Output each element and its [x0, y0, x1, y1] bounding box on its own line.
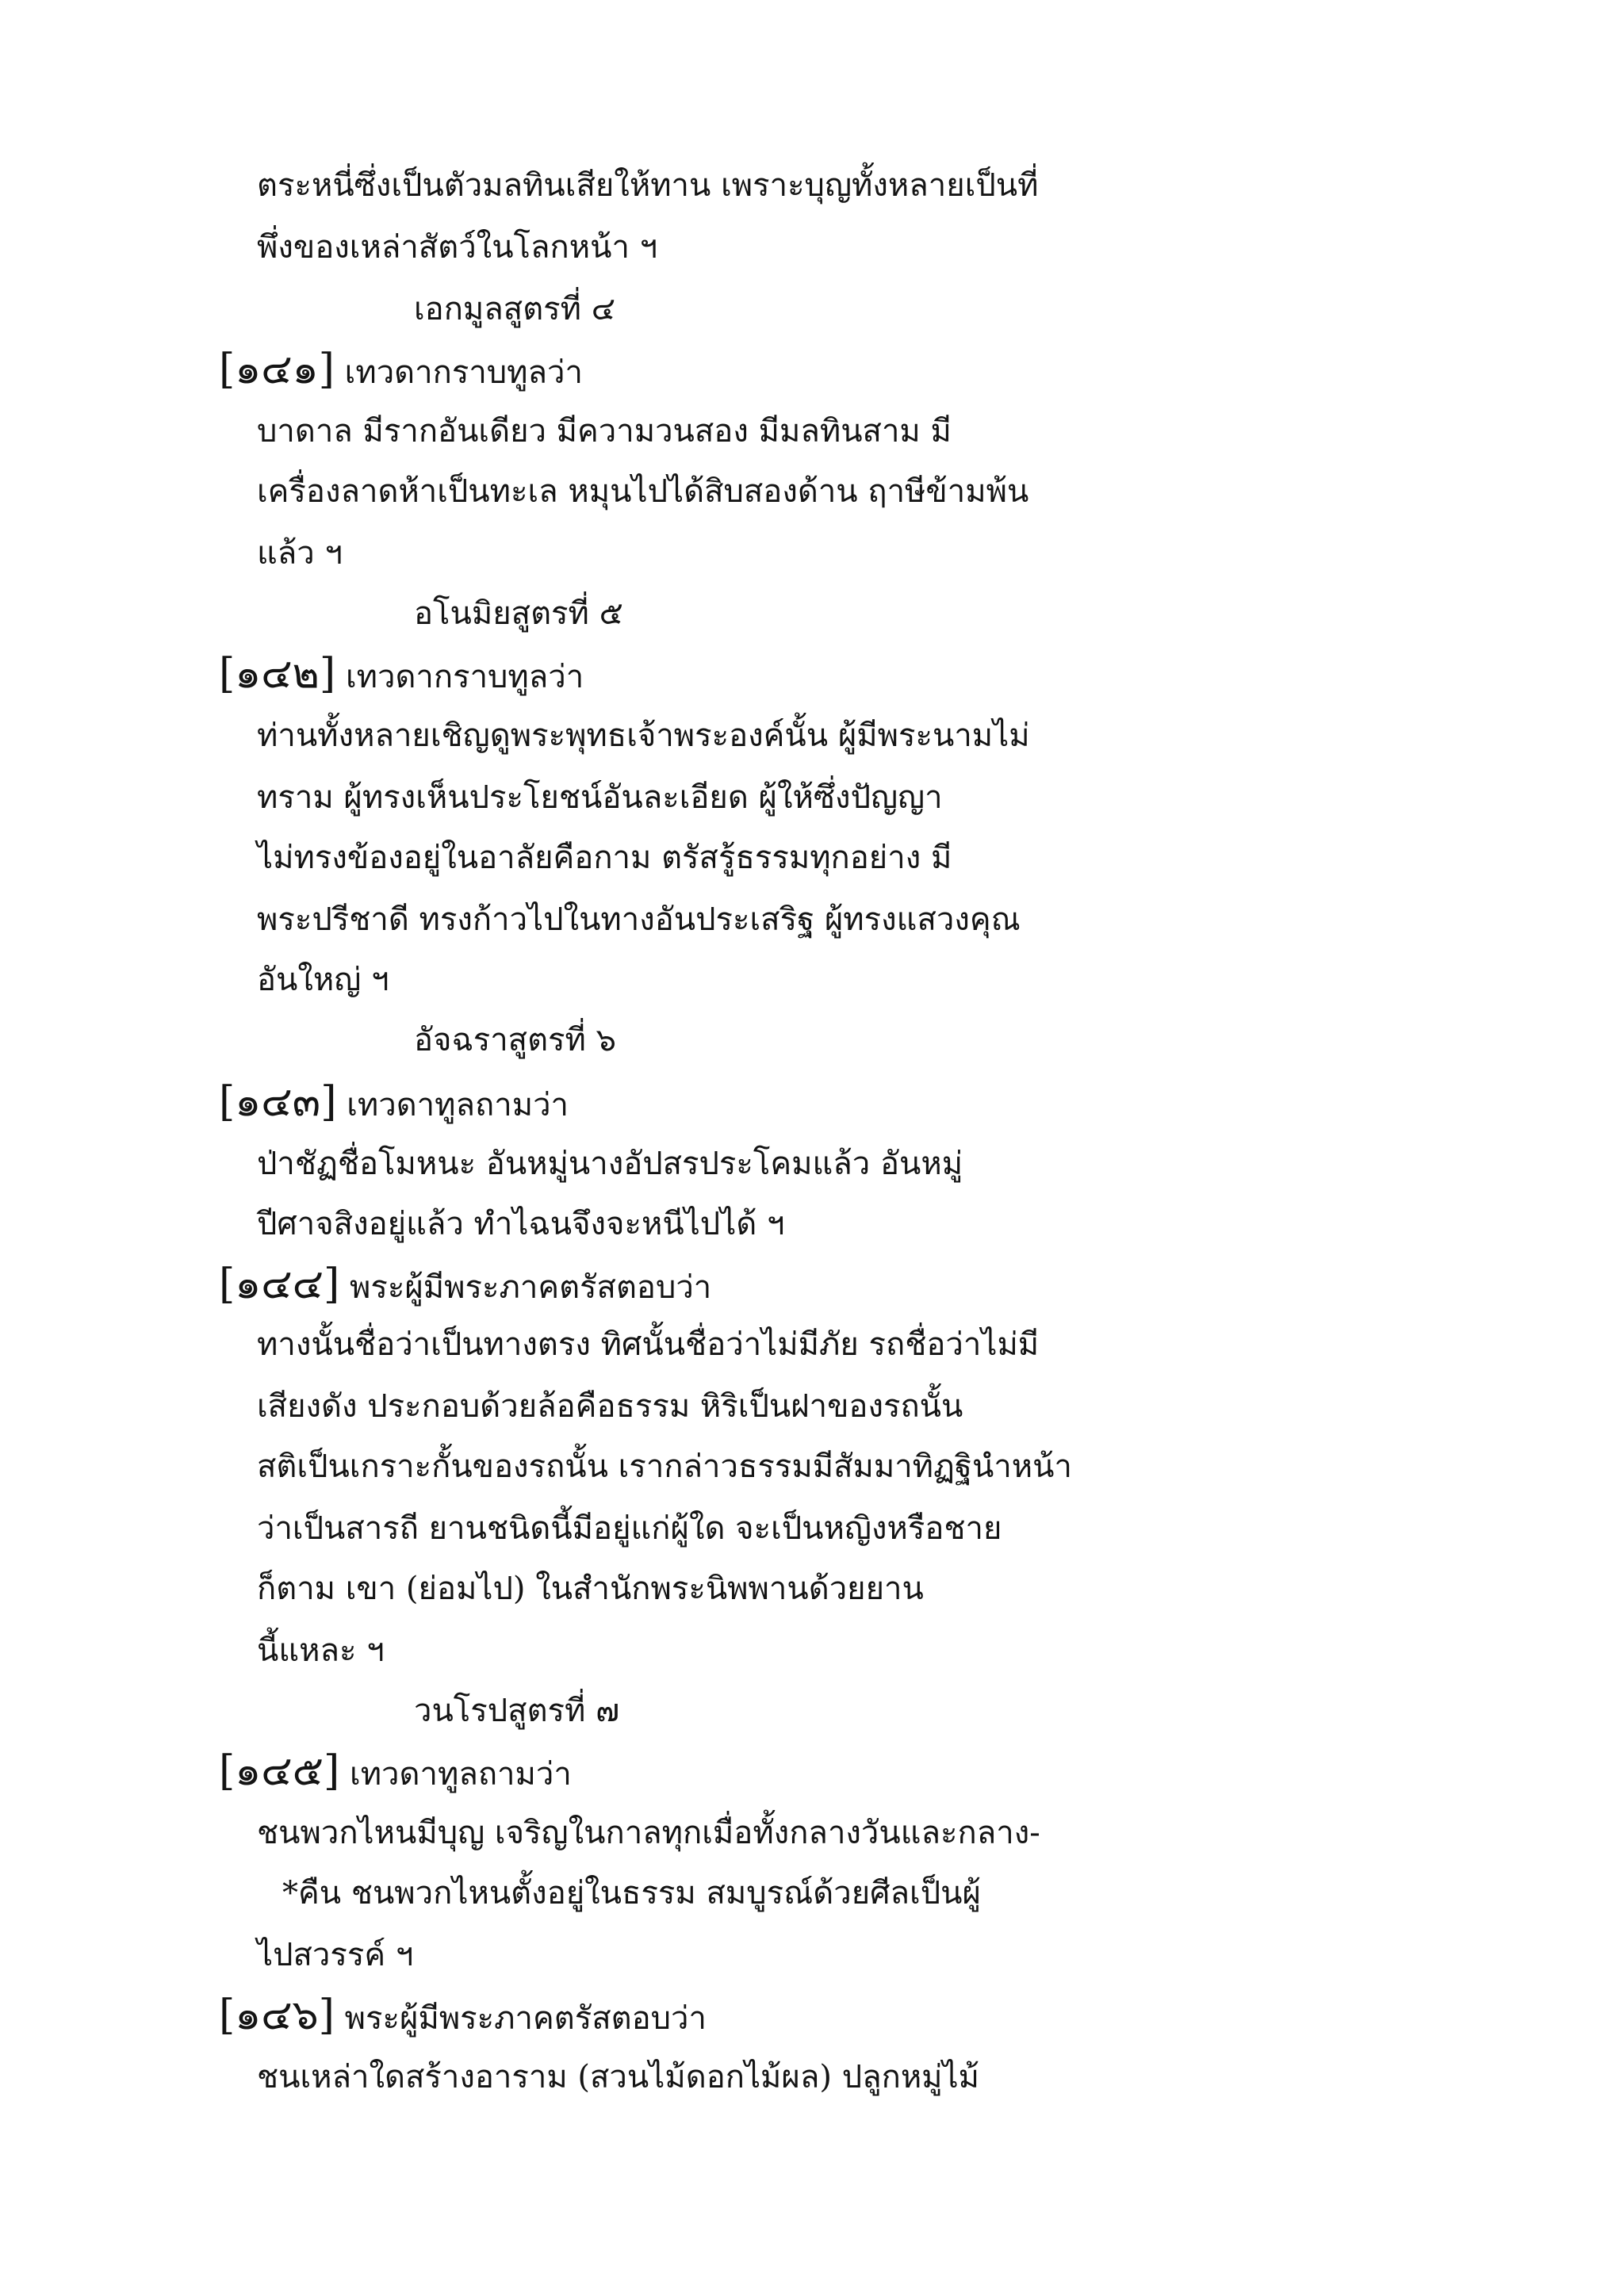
text-line: ไม่ทรงข้องอยู่ในอาลัยคือกาม ตรัสรู้ธรรมทุกอย่าง มี — [257, 840, 952, 876]
verse-speaker: พระผู้มีพระภาคตรัสตอบว่า — [350, 1269, 712, 1306]
text-line: บาดาล มีรากอันเดียว มีความวนสอง มีมลทินสาม มี — [257, 413, 952, 450]
verse-speaker: เทวดากราบทูลว่า — [345, 659, 584, 695]
text-line: ทางนั้นชื่อว่าเป็นทางตรง ทิศนั้นชื่อว่าไม่มีภัย รถชื่อว่าไม่มี — [257, 1326, 1040, 1363]
text-line: แล้ว ฯ — [257, 535, 343, 572]
sutta-title: เอกมูลสูตรที่ ๔ — [414, 291, 616, 327]
verse-speaker: เทวดาทูลถามว่า — [350, 1756, 572, 1793]
sutta-title: วนโรปสูตรที่ ๗ — [414, 1693, 620, 1729]
verse-heading — [219, 1262, 711, 1307]
text-line: ทราม ผู้ทรงเห็นประโยชน์อันละเอียด ผู้ให้ซึ่งปัญญา — [257, 779, 943, 816]
text-line: ตระหนี่ซึ่งเป็นตัวมลทินเสียให้ทาน เพราะบุญทั้งหลายเป็นที่ — [257, 167, 1039, 204]
text-line: ว่าเป็นสารถี ยานชนิดนี้มีอยู่แก่ผู้ใด จะเป็นหญิงหรือชาย — [257, 1510, 1002, 1547]
verse-speaker: เทวดากราบทูลว่า — [344, 354, 583, 391]
verse-speaker: เทวดาทูลถามว่า — [347, 1087, 569, 1123]
text-line: ป่าชัฏชื่อโมหนะ อันหมู่นางอัปสรประโคมแล้ว อันหมู่ — [257, 1146, 963, 1182]
verse-number: [๑๔๑] — [219, 346, 335, 393]
verse-number: [๑๔๖] — [219, 1992, 335, 2039]
verse-speaker: พระผู้มีพระภาคตรัสตอบว่า — [344, 2000, 707, 2037]
text-line: พึ่งของเหล่าสัตว์ในโลกหน้า ฯ — [257, 229, 658, 266]
text-line: พระปรีชาดี ทรงก้าวไปในทางอันประเสริฐ ผู้ทรงแสวงคุณ — [257, 901, 1021, 938]
text-line: อันใหญ่ ฯ — [257, 962, 389, 998]
text-line: ชนพวกไหนมีบุญ เจริญในกาลทุกเมื่อทั้งกลางวันและกลาง- — [257, 1815, 1040, 1851]
verse-heading — [219, 1749, 572, 1793]
text-line: สติเป็นเกราะกั้นของรถนั้น เรากล่าวธรรมมีสัมมาทิฏฐินำหน้า — [257, 1448, 1072, 1485]
text-line: เครื่องลาดห้าเป็นทะเล หมุนไปได้สิบสองด้าน ฤาษีข้ามพ้น — [257, 473, 1029, 510]
verse-number: [๑๔๓] — [219, 1078, 337, 1126]
text-line: *คืน ชนพวกไหนตั้งอยู่ในธรรม สมบูรณ์ด้วยศีลเป็นผู้ — [282, 1875, 981, 1911]
text-line: ท่านทั้งหลายเชิญดูพระพุทธเจ้าพระองค์นั้น ผู้มีพระนามไม่ — [257, 718, 1030, 754]
verse-heading — [219, 347, 583, 392]
verse-heading — [219, 1080, 569, 1124]
text-line: นี้แหละ ฯ — [257, 1632, 385, 1669]
verse-heading — [219, 1993, 707, 2038]
text-line: ปีศาจสิงอยู่แล้ว ทำไฉนจึงจะหนีไปได้ ฯ — [257, 1206, 785, 1242]
verse-number: [๑๔๔] — [219, 1261, 340, 1308]
text-line: ชนเหล่าใดสร้างอาราม (สวนไม้ดอกไม้ผล) ปลูกหมู่ไม้ — [257, 2059, 980, 2095]
sutta-title: อโนมิยสูตรที่ ๕ — [414, 595, 623, 632]
sutta-title: อัจฉราสูตรที่ ๖ — [414, 1022, 616, 1058]
verse-number: [๑๔๒] — [219, 650, 336, 698]
text-line: เสียงดัง ประกอบด้วยล้อคือธรรม หิริเป็นฝาของรถนั้น — [257, 1388, 963, 1425]
verse-number: [๑๔๕] — [219, 1747, 340, 1795]
text-line: ก็ตาม เขา (ย่อมไป) ในสำนักพระนิพพานด้วยยาน — [257, 1571, 924, 1607]
verse-heading — [219, 652, 584, 696]
text-line: ไปสวรรค์ ฯ — [257, 1937, 414, 1973]
